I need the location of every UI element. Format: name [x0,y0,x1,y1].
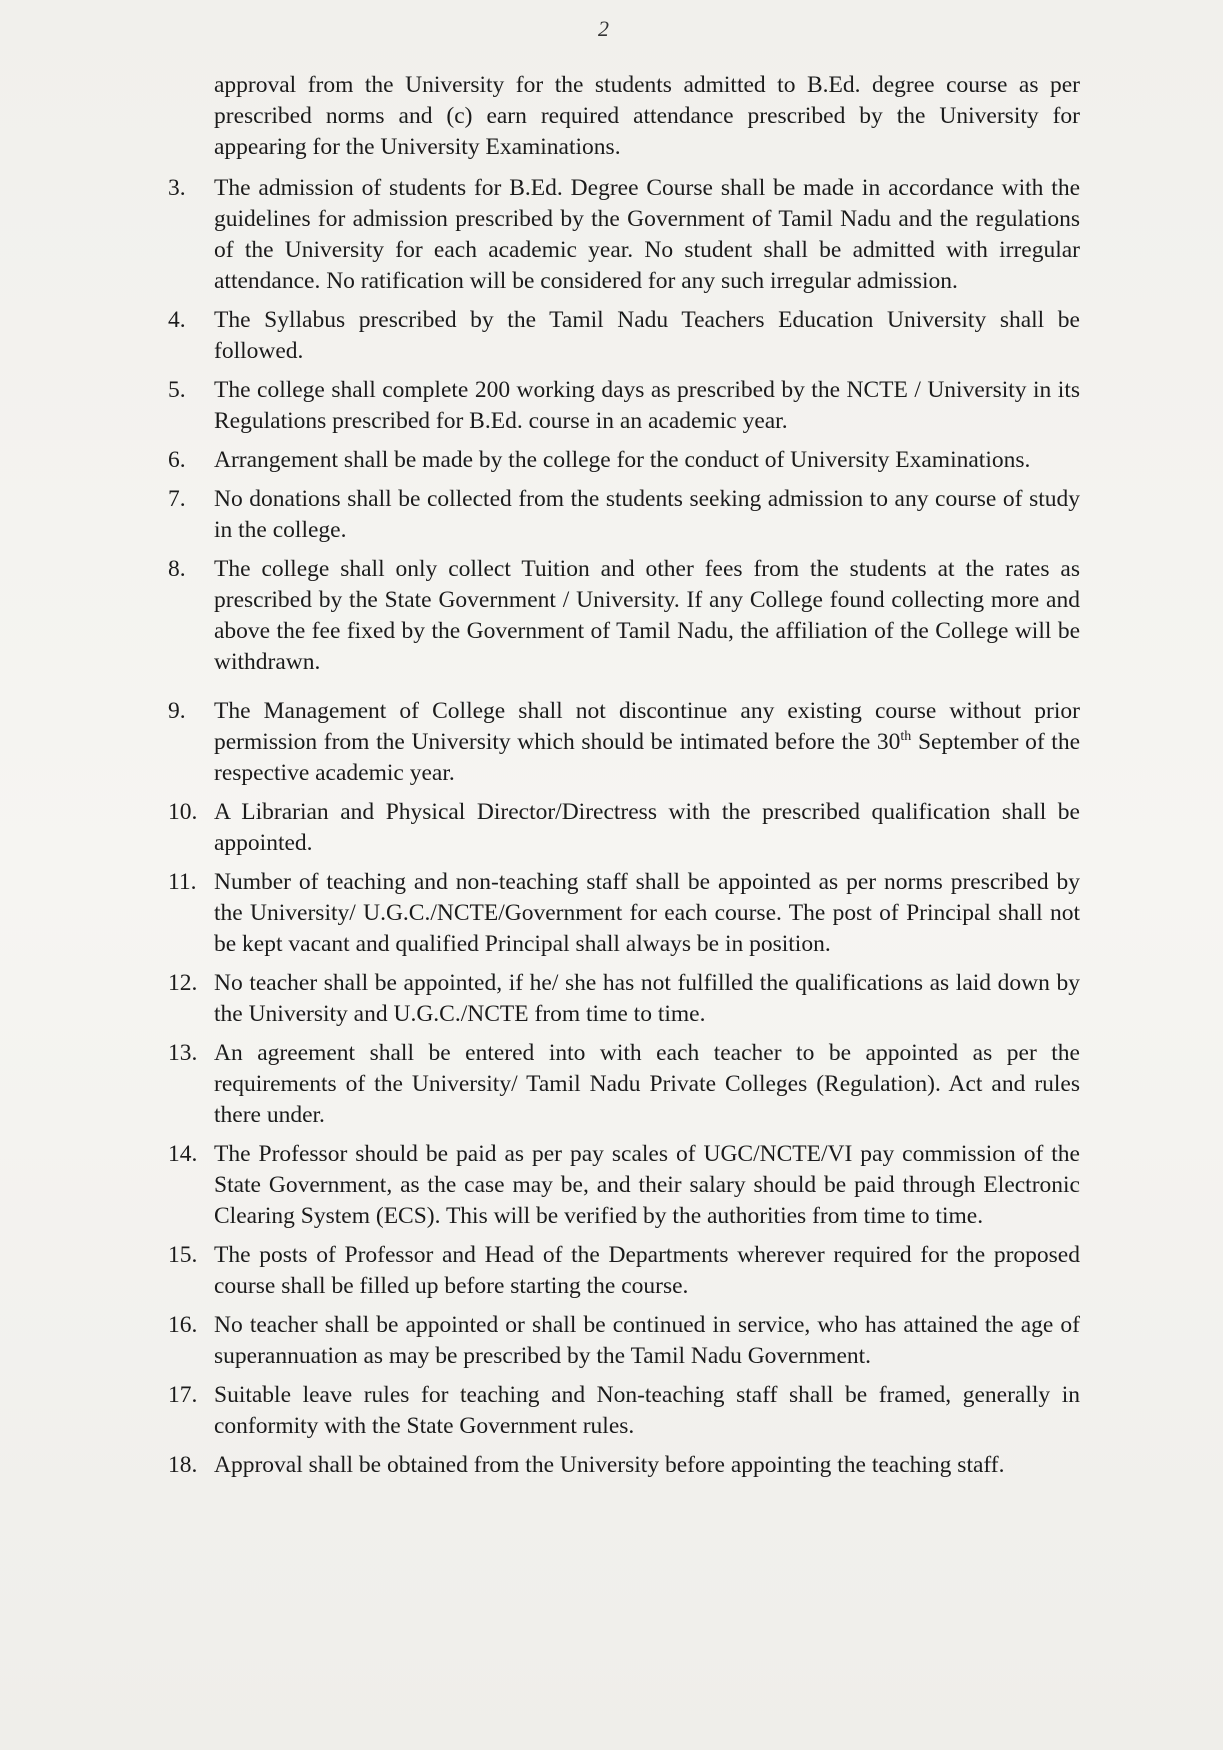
item-number: 17. [168,1382,198,1408]
list-item [168,867,1080,960]
list-item [168,173,1080,297]
item-text: Approval shall be obtained from the University before appointing the teaching staff. [214,1452,1005,1478]
item-number: 18. [168,1452,198,1478]
item-text: No teacher shall be appointed or shall be continued in service, who has attained the age of superannuation as may be prescribed by the Tamil Nadu Government. [214,1312,1080,1369]
page-number: 2 [598,16,609,41]
item-text: The college shall complete 200 working days as prescribed by the NCTE / University in its Regulations prescribed for B.Ed. course in an academic year. [214,377,1080,434]
item-text: The admission of students for B.Ed. Degree Course shall be made in accordance with the guidelines for admission prescribed by the Government of Tamil Nadu and the regulations of the University for each academic year. No student shall be admitted with irregular attendance. No ratification will be considered for any such irregular admission. [214,175,1080,294]
list-item [168,1310,1080,1372]
item-text-part: September of the respective academic year. [214,729,1080,786]
item-number: 6. [168,447,186,473]
list-item [168,696,1080,789]
item-number: 8. [168,556,186,582]
list-item [168,305,1080,367]
item-number: 4. [168,307,186,333]
item-number: 14. [168,1141,198,1167]
list-item [168,1139,1080,1232]
item-text: Arrangement shall be made by the college for the conduct of University Examinations. [214,447,1031,473]
item-text: The Syllabus prescribed by the Tamil Nadu Teachers Education University shall be followed. [214,307,1080,364]
list-item [168,1450,1080,1481]
item-text [214,696,1080,789]
item-number: 5. [168,377,186,403]
item-number: 11. [168,869,197,895]
item-number: 3. [168,175,186,201]
item-number: 13. [168,1040,198,1066]
item-number: 9. [168,698,186,724]
item-text: The college shall only collect Tuition and other fees from the students at the rates as prescribed by the State Government / University. If any College found collecting more and above the fee fixed by the Government of Tamil Nadu, the affiliation of the College will be withdrawn. [214,556,1080,675]
item-text: No teacher shall be appointed, if he/ she has not fulfilled the qualifications as laid down by the University and U.G.C./NCTE from time to time. [214,970,1080,1027]
item-text-part: The Management of College shall not discontinue any existing course without prior permission from the University which should be intimated before the 30 [214,698,1080,755]
item-number: 15. [168,1242,198,1268]
item-text: Suitable leave rules for teaching and Non-teaching staff shall be framed, generally in conformity with the State Government rules. [214,1382,1080,1439]
ordinal-suffix: th [900,729,912,745]
item-text: Number of teaching and non-teaching staff shall be appointed as per norms prescribed by the University/ U.G.C./NCTE/Government for each course. The post of Principal shall not be kept vacant and qualified Principal shall always be in position. [214,869,1080,957]
list-item [168,968,1080,1030]
item-text: A Librarian and Physical Director/Directress with the prescribed qualification shall be appointed. [214,799,1080,856]
list-item [168,1038,1080,1131]
item-text: The Professor should be paid as per pay scales of UGC/NCTE/VI pay commission of the State Government, as the case may be, and their salary should be paid through Electronic Clearing System (ECS). This will be verified by the authorities from time to time. [214,1141,1080,1229]
item-number: 12. [168,970,198,996]
item-text: The posts of Professor and Head of the Departments wherever required for the proposed course shall be filled up before starting the course. [214,1242,1080,1299]
list-item [168,1240,1080,1302]
item-text: An agreement shall be entered into with each teacher to be appointed as per the requirements of the University/ Tamil Nadu Private Colleges (Regulation). Act and rules there under. [214,1040,1080,1128]
item-number: 7. [168,486,186,512]
list-item [168,797,1080,859]
list-item [168,1380,1080,1442]
item-text: No donations shall be collected from the students seeking admission to any course of study in the college. [214,486,1080,543]
list-item [168,484,1080,546]
conditions-list [168,70,1080,1489]
list-item [168,445,1080,476]
list-item [168,554,1080,678]
intro-paragraph: approval from the University for the students admitted to B.Ed. degree course as per prescribed norms and (c) earn required attendance prescribed by the University for appearing for the University Examinations. [214,72,1080,160]
item-number: 16. [168,1312,198,1338]
list-item [168,375,1080,437]
item-number: 10. [168,799,198,825]
